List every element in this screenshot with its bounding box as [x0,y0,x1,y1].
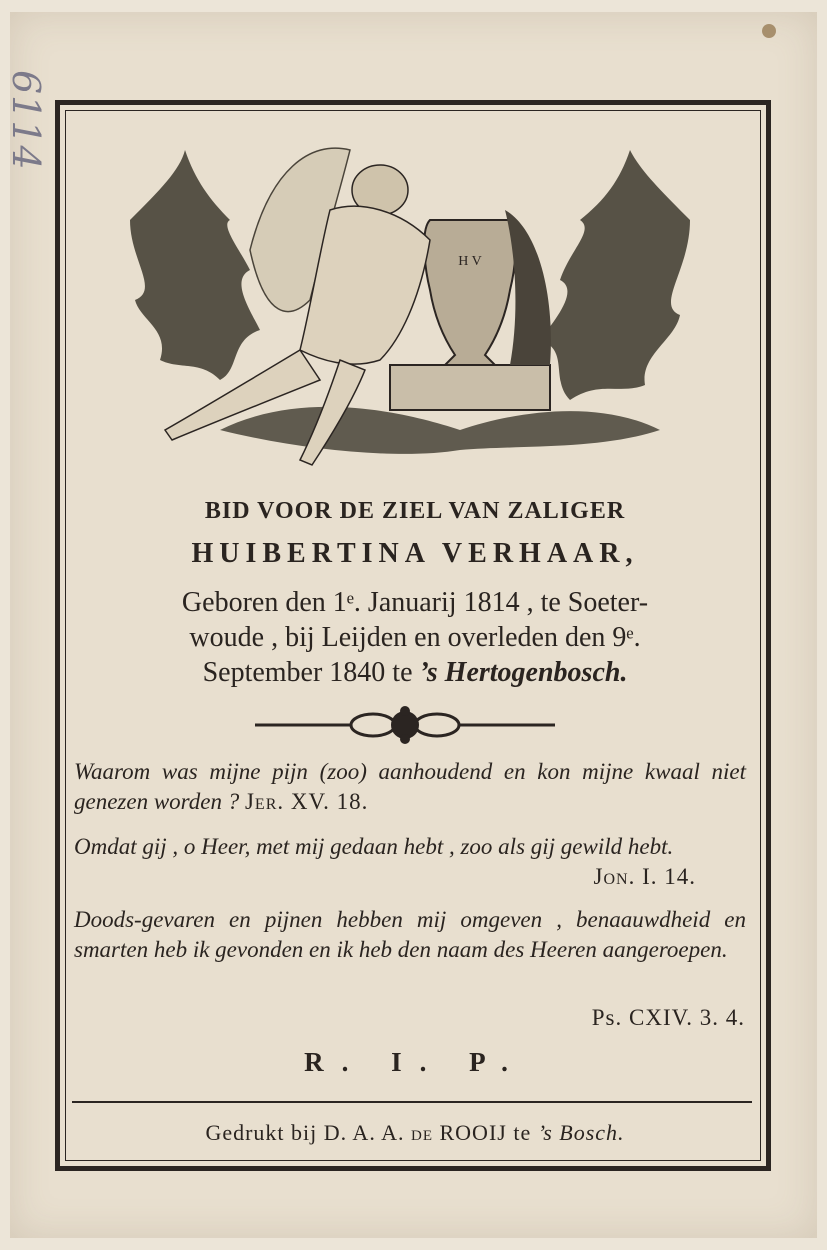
ornamental-divider [255,705,555,745]
printer-imprint: Gedrukt bij D. A. A. de ROOIJ te ’s Bosch. [205,1120,625,1145]
rip-text: R. I. P. [304,1047,526,1077]
details-line-2: woude , bij Leijden en overleden den 9ᵉ. [189,622,641,653]
birth-death-details [70,585,760,690]
footer-rule [72,1101,752,1103]
handwritten-inventory-number: 6114 [4,70,48,171]
verse-2: Omdat gij , o Heer, met mij gedaan hebt , zoo als gij gewild hebt. Jon. I. 14. [74,832,746,892]
prayer-heading: BID VOOR DE ZIEL VAN ZALIGER [204,498,626,524]
deceased-name: HUIBERTINA VERHAAR, [191,538,639,569]
urn-monogram: H V [458,254,482,269]
mourning-angel-engraving [100,130,720,490]
verse-1: Waarom was mijne pijn (zoo) aanhoudend en kon mijne kwaal niet genezen worden ? Jer. XV. 18. [74,759,746,814]
death-place: ’s Hertogenbosch. [419,657,628,688]
paper-stain [762,24,776,38]
details-line-3: September 1840 te ’s Hertogenbosch. [202,657,628,688]
verse-1-ref: Jer. XV. 18. [244,789,369,814]
verse-3-ref: Ps. CXIV. 3. 4. [591,1005,745,1030]
verse-3: Doods-gevaren en pijnen hebben mij omgeven , benaauwdheid en smarten heb ik gevonden en ik heb den naam des Heeren aangeroepen. [74,907,746,962]
details-line-1: Geboren den 1ᵉ. Januarij 1814 , te Soeter- [181,587,649,618]
verse-2-ref: Jon. I. 14. [593,864,696,889]
